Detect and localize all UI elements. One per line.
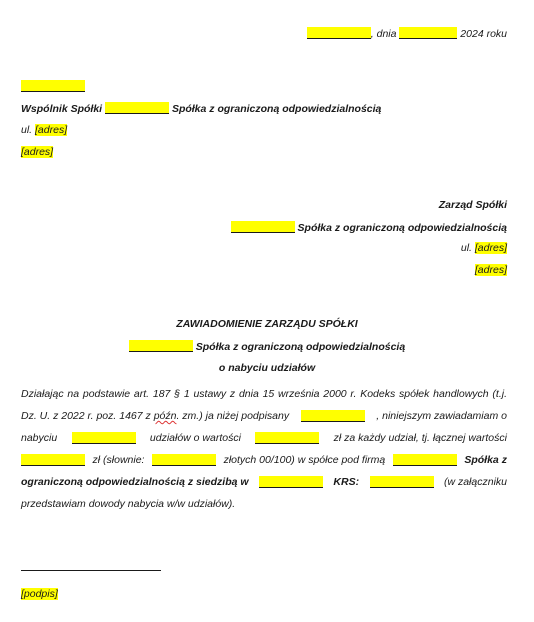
body-word: Kodeks xyxy=(360,388,396,400)
body-word: r. xyxy=(350,388,357,400)
body-word: 1 xyxy=(183,388,190,400)
body-line-1 xyxy=(21,383,507,405)
body-word: ustawy xyxy=(193,388,227,400)
body-line-2-pozn: późn xyxy=(153,410,177,422)
body-line-5-c: (w załączniku xyxy=(443,476,507,488)
body-word: (t.j. xyxy=(492,388,507,400)
document-title: ZAWIADOMIENIE ZARZĄDU SPÓŁKI xyxy=(176,318,358,330)
body-word: art. xyxy=(133,388,150,400)
share-value-blank[interactable] xyxy=(255,432,319,444)
body-word: 2000 xyxy=(323,388,347,400)
body-word: 15 xyxy=(262,388,275,400)
total-value-words-blank[interactable] xyxy=(152,454,216,466)
sender-city-line xyxy=(21,146,53,158)
sender-company-suffix: Spółka z ograniczoną odpowiedzialnością xyxy=(171,103,382,115)
sender-address-placeholder-2[interactable]: [adres] xyxy=(21,146,54,158)
krs-blank[interactable] xyxy=(370,476,434,488)
body-word: spółek xyxy=(399,388,430,400)
body-line-4-b: złotych 00/100) w spółce pod firmą xyxy=(223,454,386,466)
sender-name-blank[interactable] xyxy=(21,80,85,92)
body-word: dnia xyxy=(238,388,259,400)
sender-name-blank-row xyxy=(21,80,85,93)
recipient-street-prefix: ul. xyxy=(460,242,475,254)
document-subtitle: o nabyciu udziałów xyxy=(218,362,316,374)
body-word: na xyxy=(67,388,80,400)
body-line-3-a: nabyciu xyxy=(21,432,58,444)
sender-role: Wspólnik Spółki xyxy=(21,103,103,115)
body-line-3-b: udziałów o wartości xyxy=(149,432,241,444)
body-line-4-a: zł (słownie: xyxy=(92,454,145,466)
body-word: września xyxy=(278,388,320,400)
body-line-4 xyxy=(21,449,507,471)
document-company-suffix: Spółka z ograniczoną odpowiedzialnością xyxy=(195,341,406,353)
recipient-address-placeholder-2[interactable]: [adres] xyxy=(474,264,507,276)
sender-street-line xyxy=(21,124,67,136)
body-line-5-a: ograniczoną odpowiedzialnością z siedzibą w xyxy=(21,476,249,488)
body-line-3 xyxy=(21,427,507,449)
body-line-2 xyxy=(21,405,507,427)
recipient-address-placeholder[interactable]: [adres] xyxy=(474,242,507,254)
signature-placeholder[interactable]: [podpis] xyxy=(21,588,58,600)
body-line-6-text: przedstawiam dowody nabycia w/w udziałów). xyxy=(21,498,236,510)
body-line-2-c: , niniejszym zawiadamiam o xyxy=(376,410,507,422)
sender-role-line xyxy=(21,102,381,115)
recipient-company-suffix: Spółka z ograniczoną odpowiedzialnością xyxy=(297,222,507,234)
company-name-blank[interactable] xyxy=(393,454,457,466)
sender-street-prefix: ul. xyxy=(21,124,36,136)
body-line-5 xyxy=(21,471,507,493)
sender-address-placeholder[interactable]: [adres] xyxy=(35,124,68,136)
sender-company-blank[interactable] xyxy=(105,102,169,114)
total-value-blank[interactable] xyxy=(21,454,85,466)
place-blank[interactable] xyxy=(307,27,371,39)
body-word: z xyxy=(229,388,236,400)
document-company-blank[interactable] xyxy=(129,340,193,352)
date-middle: , dnia xyxy=(370,28,397,40)
body-word: handlowych xyxy=(433,388,489,400)
body-line-2-b: . zm.) ja niżej podpisany xyxy=(176,410,290,422)
body-word: Działając xyxy=(21,388,64,400)
body-word: 187 xyxy=(152,388,171,400)
body-line-6 xyxy=(21,493,507,515)
body-paragraph xyxy=(21,383,507,515)
body-line-4-c: Spółka z xyxy=(464,454,507,466)
recipient-city-line xyxy=(475,264,507,276)
recipient-company-line xyxy=(231,221,507,234)
body-word: podstawie xyxy=(82,388,131,400)
shares-count-blank[interactable] xyxy=(72,432,136,444)
body-line-2-start xyxy=(21,405,289,427)
body-line-5-b: KRS: xyxy=(333,476,360,488)
recipient-company-blank[interactable] xyxy=(231,221,295,233)
signature-line[interactable] xyxy=(21,570,161,571)
seat-blank[interactable] xyxy=(259,476,323,488)
date-blank[interactable] xyxy=(399,27,457,39)
recipient-street-line xyxy=(461,242,507,254)
body-line-3-c: zł za każdy udział, tj. łącznej wartości xyxy=(333,432,507,444)
date-year: 2024 roku xyxy=(460,28,507,40)
recipient-title: Zarząd Spółki xyxy=(438,199,507,211)
date-line xyxy=(307,27,507,40)
body-line-2-a: Dz. U. z 2022 r. poz. 1467 z xyxy=(21,410,154,422)
body-word: § xyxy=(174,388,181,400)
document-company-line xyxy=(0,340,534,353)
signatory-name-blank[interactable] xyxy=(301,410,365,422)
signature-row xyxy=(21,588,58,600)
